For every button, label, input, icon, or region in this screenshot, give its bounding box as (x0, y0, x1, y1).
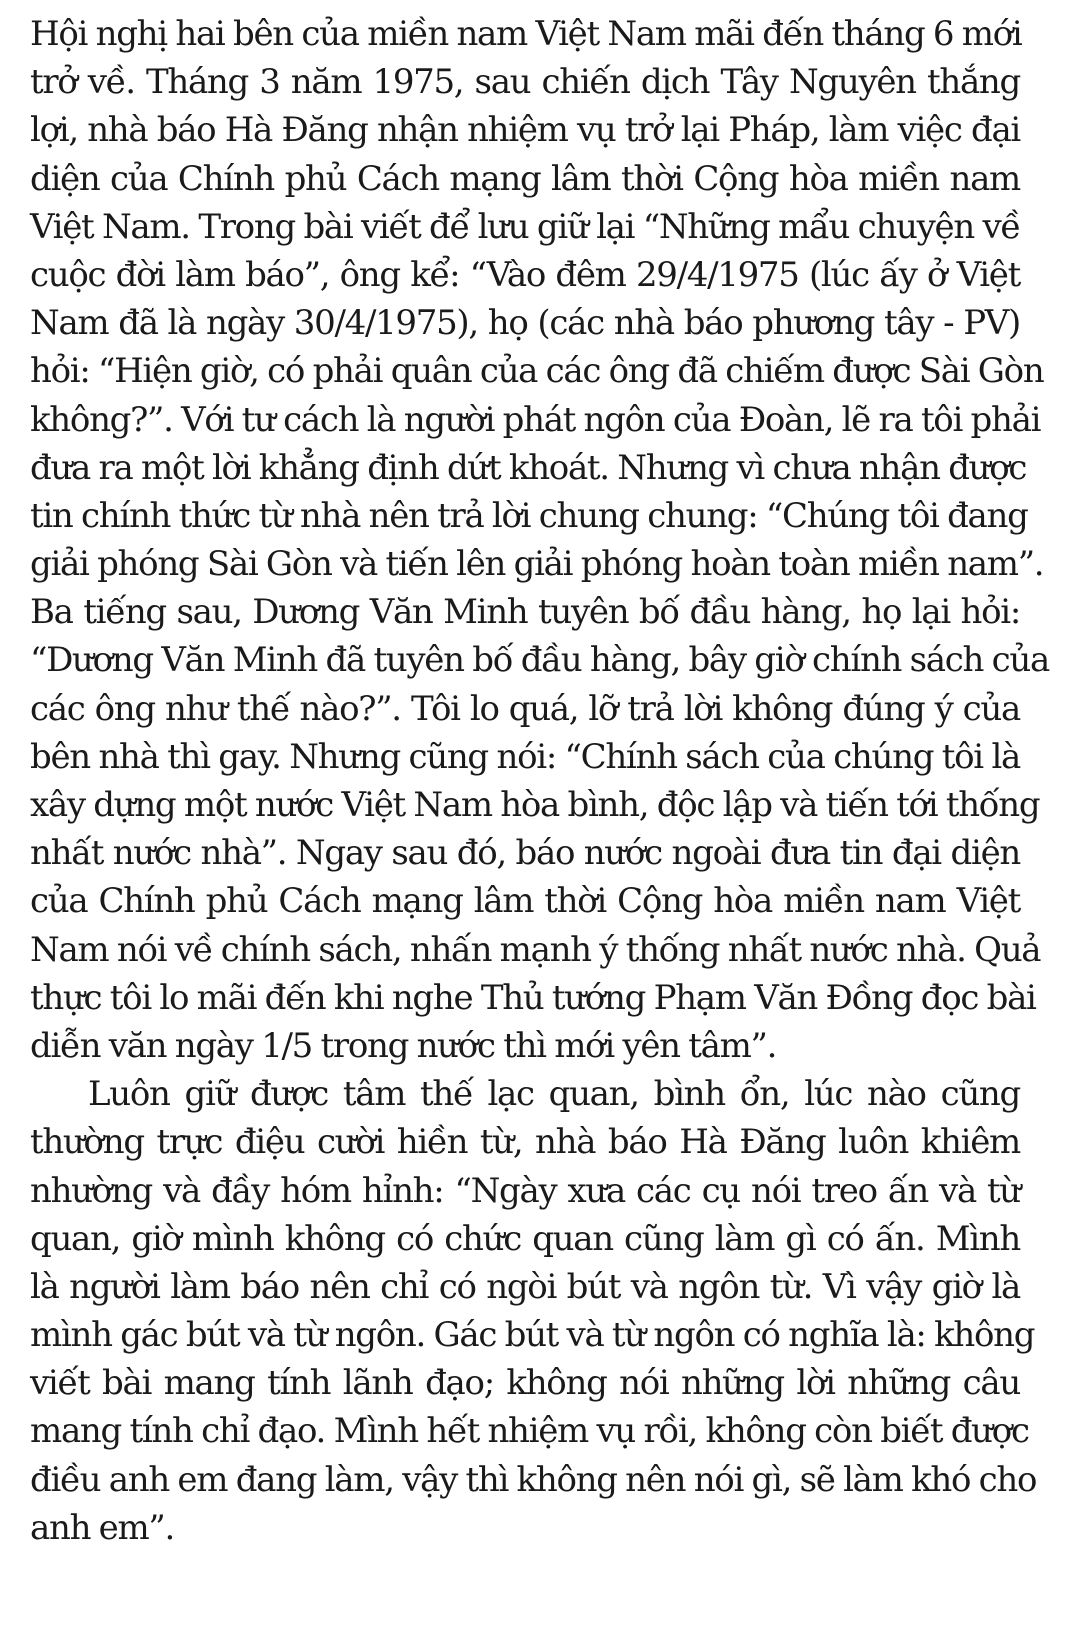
text-line: Luôn giữ được tâm thế lạc quan, bình ổn, lúc nào cũng (88, 1074, 1020, 1115)
text-line: của Chính phủ Cách mạng lâm thời Cộng hòa miền nam Việt (30, 881, 1020, 922)
text-line: quan, giờ mình không có chức quan cũng làm gì có ấn. Mình (30, 1218, 1020, 1259)
text-line: tin chính thức từ nhà nên trả lời chung chung: “Chúng tôi đang (30, 495, 1028, 536)
text-line: hỏi: “Hiện giờ, có phải quân của các ông đã chiếm được Sài Gòn (30, 351, 1044, 392)
text-line: Nam nói về chính sách, nhấn mạnh ý thống nhất nước nhà. Quả (30, 929, 1041, 970)
text-line: lợi, nhà báo Hà Đăng nhận nhiệm vụ trở lại Pháp, làm việc đại (30, 110, 1020, 151)
text-line: trở về. Tháng 3 năm 1975, sau chiến dịch Tây Nguyên thắng (30, 62, 1020, 103)
text-line: xây dựng một nước Việt Nam hòa bình, độc lập và tiến tới thống (30, 785, 1040, 825)
text-line: “Dương Văn Minh đã tuyên bố đầu hàng, bây giờ chính sách của (30, 640, 1049, 681)
text-line: mang tính chỉ đạo. Mình hết nhiệm vụ rồi, không còn biết được (30, 1411, 1029, 1452)
text-line: mình gác bút và từ ngôn. Gác bút và từ ngôn có nghĩa là: không (30, 1315, 1035, 1356)
text-line: không?”. Với tư cách là người phát ngôn của Đoàn, lẽ ra tôi phải (30, 399, 1041, 440)
text-line: diện của Chính phủ Cách mạng lâm thời Cộng hòa miền nam (30, 158, 1020, 199)
text-line: diễn văn ngày 1/5 trong nước thì mới yên tâm”. (30, 1025, 777, 1066)
text-line: là người làm báo nên chỉ có ngòi bút và ngôn từ. Vì vậy giờ là (30, 1266, 1020, 1307)
document-page (30, 10, 1049, 1552)
text-line: cuộc đời làm báo”, ông kể: “Vào đêm 29/4/1975 (lúc ấy ở Việt (30, 254, 1020, 295)
text-line: các ông như thế nào?”. Tôi lo quá, lỡ trả lời không đúng ý của (30, 688, 1020, 729)
text-line: Hội nghị hai bên của miền nam Việt Nam mãi đến tháng 6 mới (30, 14, 1022, 54)
text-line: Nam đã là ngày 30/4/1975), họ (các nhà báo phương tây - PV) (30, 303, 1020, 344)
text-line: viết bài mang tính lãnh đạo; không nói những lời những câu (30, 1363, 1020, 1404)
text-line: Việt Nam. Trong bài viết để lưu giữ lại “Những mẩu chuyện về (30, 206, 1020, 247)
paragraph-1 (30, 10, 1049, 1070)
text-line: nhường và đầy hóm hỉnh: “Ngày xưa các cụ nói treo ấn và từ (30, 1170, 1020, 1211)
text-line: anh em”. (30, 1507, 175, 1548)
text-line: giải phóng Sài Gòn và tiến lên giải phóng hoàn toàn miền nam”. (30, 544, 1044, 585)
text-line: thường trực điệu cười hiền từ, nhà báo Hà Đăng luôn khiêm (30, 1122, 1020, 1163)
text-line: nhất nước nhà”. Ngay sau đó, báo nước ngoài đưa tin đại diện (30, 833, 1020, 874)
text-line: điều anh em đang làm, vậy thì không nên nói gì, sẽ làm khó cho (30, 1459, 1037, 1500)
paragraph-2 (30, 1070, 1037, 1552)
text-line: thực tôi lo mãi đến khi nghe Thủ tướng Phạm Văn Đồng đọc bài (30, 977, 1036, 1018)
text-line: Ba tiếng sau, Dương Văn Minh tuyên bố đầu hàng, họ lại hỏi: (30, 592, 1020, 633)
text-line: bên nhà thì gay. Nhưng cũng nói: “Chính sách của chúng tôi là (30, 736, 1020, 777)
text-line: đưa ra một lời khẳng định dứt khoát. Nhưng vì chưa nhận được (30, 447, 1027, 488)
